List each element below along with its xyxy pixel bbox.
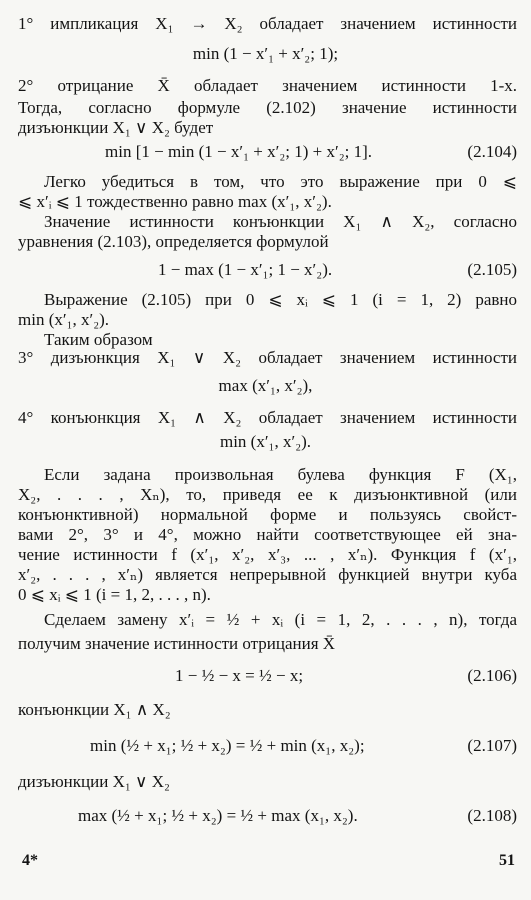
equation-number: (2.106)	[467, 666, 517, 685]
text-line: Значение истинности конъюнкции X₁ ∧ X₂, согласно	[44, 212, 517, 231]
text-line: дизъюнкции X₁ ∨ X₂ будет	[18, 118, 214, 137]
equation-number: (2.104)	[467, 142, 517, 161]
text-line: Легко убедиться в том, что это выражение при 0 ⩽	[44, 172, 517, 191]
text-line: конъюнктивной) нормальной форме и пользуясь свойст-	[18, 505, 517, 524]
equation-number: (2.107)	[467, 736, 517, 755]
equation-number: (2.108)	[467, 806, 517, 825]
text-line: ⩽ x′ᵢ ⩽ 1 тождественно равно max (x′₁, x′₂).	[18, 192, 332, 211]
page-number: 51	[499, 852, 515, 869]
text-line: конъюнкции X₁ ∧ X₂	[18, 700, 171, 719]
text-line: получим значение истинности отрицания X̄	[18, 634, 336, 653]
text-line: min (x′₁, x′₂).	[219, 432, 312, 451]
text-line: 3° дизъюнкция X₁ ∨ X₂ обладает значением истинности	[18, 348, 517, 367]
text-line: Тогда, согласно формуле (2.102) значение истинности	[18, 98, 517, 117]
text-line: Если задана произвольная булева функция F (X₁,	[44, 465, 517, 484]
text-line: 1 − ½ − x = ½ − x;	[175, 666, 304, 685]
text-line: 4° конъюнкция X₁ ∧ X₂ обладает значением истинности	[18, 408, 517, 427]
text-line: min (1 − x′₁ + x′₂; 1);	[192, 44, 339, 63]
text-line: X₂, . . . , Xₙ), то, приведя ее к дизъюнктивной (или	[18, 485, 517, 504]
text-line: уравнения (2.103), определяется формулой	[18, 232, 329, 251]
text-line: Таким образом	[44, 330, 153, 349]
text-line: x′₂, . . . , x′ₙ) является непрерывной функцией внутри куба	[18, 565, 517, 584]
text-line: дизъюнкции X₁ ∨ X₂	[18, 772, 170, 791]
text-line: max (x′₁, x′₂),	[218, 376, 313, 395]
text-line: min (x′₁, x′₂).	[18, 310, 110, 329]
text-line: 0 ⩽ xᵢ ⩽ 1 (i = 1, 2, . . . , n).	[18, 585, 211, 604]
equation-number: (2.105)	[467, 260, 517, 279]
text-line: Выражение (2.105) при 0 ⩽ xᵢ ⩽ 1 (i = 1, 2) равно	[44, 290, 517, 309]
text-line: 2° отрицание X̄ обладает значением истинности 1-x.	[18, 76, 517, 95]
text-line: 1° импликация X₁ → X₂ обладает значением истинности	[18, 14, 517, 33]
text-line: чение истинности f (x′₁, x′₂, x′₃, ... , x′ₙ). Функция f (x′₁,	[18, 545, 517, 564]
text-line: вами 2°, 3° и 4°, можно найти соответствующее ей зна-	[18, 525, 517, 544]
text-line: min (½ + x₁; ½ + x₂) = ½ + min (x₁, x₂);	[90, 736, 365, 755]
signature-mark: 4*	[22, 852, 38, 869]
text-line: min [1 − min (1 − x′₁ + x′₂; 1) + x′₂; 1].	[105, 142, 373, 161]
text-line: 1 − max (1 − x′₁; 1 − x′₂).	[158, 260, 333, 279]
text-line: max (½ + x₁; ½ + x₂) = ½ + max (x₁, x₂).	[78, 806, 358, 825]
text-line: Сделаем замену x′ᵢ = ½ + xᵢ (i = 1, 2, . . . , n), тогда	[44, 610, 517, 629]
